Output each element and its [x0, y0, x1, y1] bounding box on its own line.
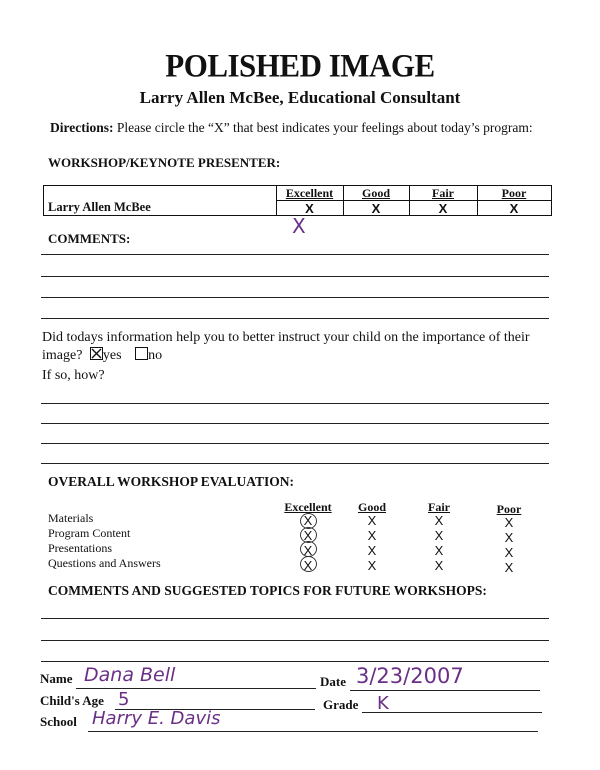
eval-mark[interactable]: X — [367, 513, 377, 528]
eval-mark[interactable]: X — [303, 513, 313, 528]
eval-mark[interactable]: X — [367, 528, 377, 543]
name-field[interactable]: Dana Bell — [84, 664, 176, 686]
question-text: Did todays information help you to better instruct your child on the importance of their — [42, 330, 530, 345]
eval-mark[interactable]: X — [434, 558, 444, 573]
presenter-mark-fair[interactable]: X — [438, 201, 448, 216]
yes-checkbox[interactable] — [90, 347, 103, 360]
presenter-col-good: Good — [361, 186, 390, 200]
presenter-mark-poor[interactable]: X — [509, 201, 519, 216]
presenter-mark-excellent[interactable]: X — [305, 201, 314, 216]
follow-up-question: If so, how? — [42, 368, 105, 383]
future-heading: COMMENTS AND SUGGESTED TOPICS FOR FUTURE WORKSHOPS: — [48, 583, 487, 598]
overall-col-good: Good — [357, 500, 386, 514]
handwritten-x-mark: X — [292, 214, 306, 238]
presenter-col-excellent: Excellent — [285, 186, 334, 200]
presenter-col-poor: Poor — [501, 186, 527, 200]
comment-line[interactable] — [41, 254, 549, 255]
eval-mark[interactable]: X — [434, 513, 444, 528]
eval-mark[interactable]: X — [367, 543, 377, 558]
presenter-mark-good[interactable]: X — [371, 201, 381, 216]
future-line[interactable] — [41, 618, 549, 619]
answer-line[interactable] — [41, 403, 549, 404]
page-subtitle: Larry Allen McBee, Educational Consultant — [139, 88, 461, 107]
name-underline — [76, 688, 316, 689]
eval-mark[interactable]: X — [504, 530, 514, 545]
eval-mark[interactable]: X — [434, 543, 444, 558]
eval-row-materials: Materials — [48, 511, 94, 525]
age-field[interactable]: 5 — [118, 689, 130, 710]
comments-heading: COMMENTS: — [48, 231, 131, 246]
overall-heading: OVERALL WORKSHOP EVALUATION: — [48, 474, 295, 489]
selection-circle — [300, 556, 317, 572]
eval-mark[interactable]: X — [504, 560, 514, 575]
eval-mark[interactable]: X — [303, 558, 313, 573]
eval-mark[interactable]: X — [303, 528, 313, 543]
question-image-label: image? — [42, 348, 83, 363]
comment-line[interactable] — [41, 297, 549, 298]
grade-underline — [362, 712, 542, 713]
overall-col-poor: Poor — [496, 502, 522, 516]
future-line[interactable] — [41, 661, 549, 662]
directions-label: Directions: — [50, 120, 114, 135]
answer-line[interactable] — [41, 463, 549, 464]
grade-field[interactable]: K — [377, 693, 389, 714]
date-field[interactable]: 3/23/2007 — [356, 664, 464, 688]
comment-line[interactable] — [41, 276, 549, 277]
name-label: Name — [40, 671, 73, 686]
overall-col-fair: Fair — [428, 500, 450, 514]
presenter-name: Larry Allen McBee — [48, 200, 151, 214]
presenter-heading: WORKSHOP/KEYNOTE PRESENTER: — [48, 155, 281, 170]
directions-text: Please circle the “X” that best indicates your feelings about today’s program: — [116, 120, 533, 135]
eval-mark[interactable]: X — [504, 545, 514, 560]
yes-label: yes — [102, 348, 122, 363]
date-label: Date — [320, 674, 346, 689]
selection-circle — [300, 541, 317, 557]
eval-row-questions-answers: Questions and Answers — [48, 556, 161, 570]
school-underline — [88, 731, 538, 732]
question-line2 — [42, 347, 162, 364]
age-label: Child's Age — [40, 693, 104, 708]
page-title: POLISHED IMAGE — [165, 47, 435, 84]
presenter-col-fair: Fair — [432, 186, 454, 200]
no-label: no — [148, 348, 163, 363]
eval-mark[interactable]: X — [303, 543, 313, 558]
school-label: School — [40, 714, 77, 729]
comment-line[interactable] — [41, 318, 549, 319]
date-underline — [350, 690, 540, 691]
eval-row-program-content: Program Content — [48, 526, 131, 540]
eval-mark[interactable]: X — [504, 515, 514, 530]
no-checkbox[interactable] — [135, 347, 148, 360]
eval-mark[interactable]: X — [434, 528, 444, 543]
check-x-icon — [91, 348, 102, 359]
overall-col-excellent: Excellent — [284, 500, 332, 514]
school-field[interactable]: Harry E. Davis — [92, 708, 221, 729]
eval-row-presentations: Presentations — [48, 541, 112, 555]
eval-mark[interactable]: X — [367, 558, 377, 573]
grade-label: Grade — [323, 697, 359, 712]
answer-line[interactable] — [41, 443, 549, 444]
answer-line[interactable] — [41, 423, 549, 424]
directions — [50, 120, 533, 136]
future-line[interactable] — [41, 640, 549, 641]
presenter-table — [43, 185, 552, 216]
